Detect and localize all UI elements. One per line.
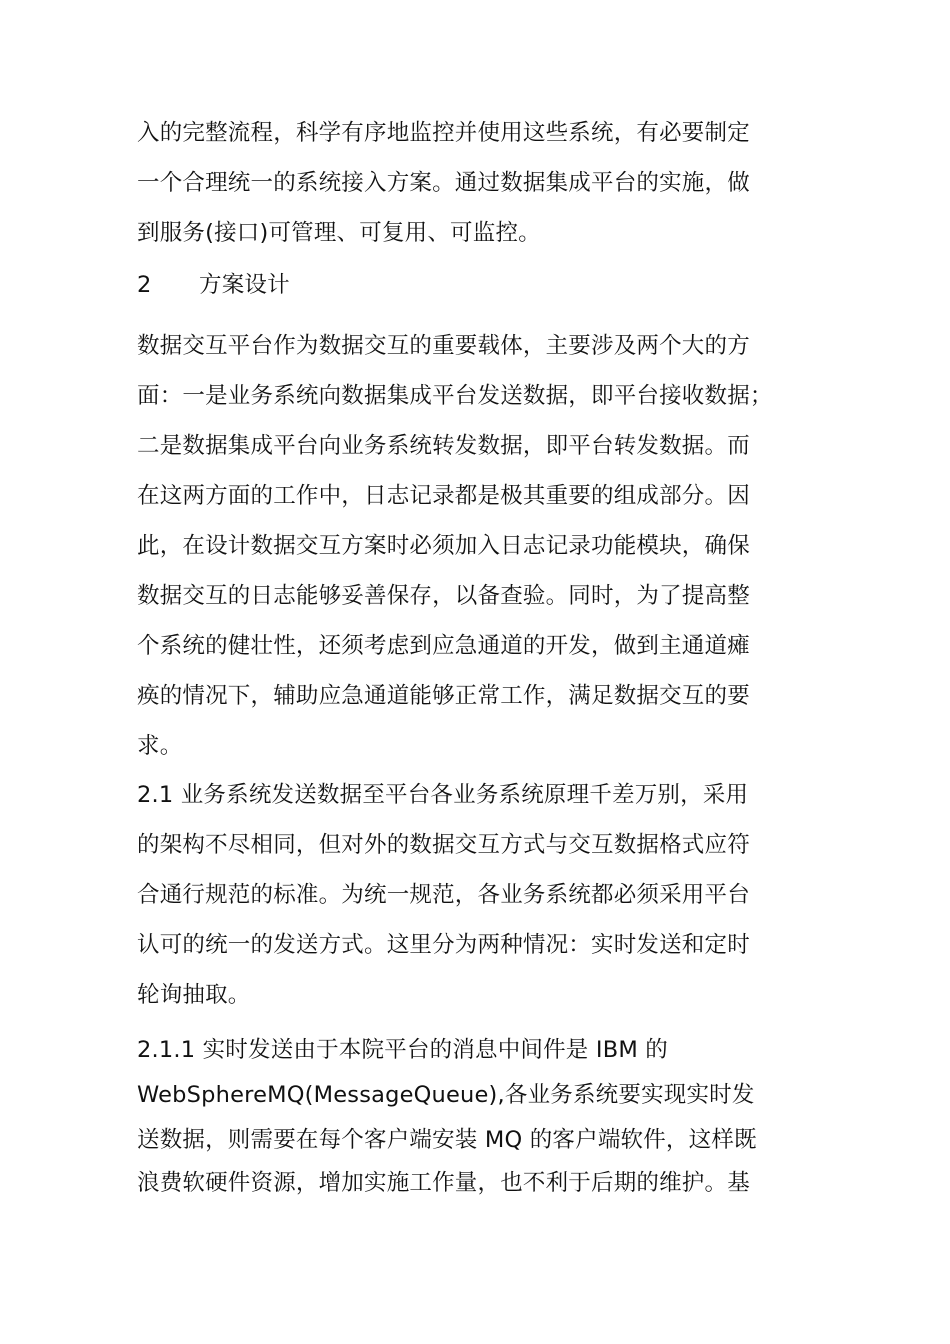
section-2-line-9: 求。 [137, 733, 183, 759]
section-2-line-4: 在这两方面的工作中，日志记录都是极其重要的组成部分。因 [137, 483, 750, 509]
section-2-1-line-3: 合通行规范的标准。为统一规范，各业务系统都必须采用平台 [137, 882, 750, 908]
intro-line-1: 入的完整流程，科学有序地监控并使用这些系统，有必要制定 [137, 120, 750, 146]
section-2-1-line-4: 认可的统一的发送方式。这里分为两种情况：实时发送和定时 [137, 932, 750, 958]
section-2-line-8: 痪的情况下，辅助应急通道能够正常工作，满足数据交互的要 [137, 683, 750, 709]
section-2-line-1: 数据交互平台作为数据交互的重要载体，主要涉及两个大的方 [137, 333, 750, 359]
section-2-1-line-1: 2.1 业务系统发送数据至平台各业务系统原理千差万别，采用 [137, 782, 749, 808]
section-2-1-1-line-4: 浪费软硬件资源，增加实施工作量，也不利于后期的维护。基 [137, 1170, 750, 1196]
intro-line-3: 到服务(接口)可管理、可复用、可监控。 [137, 220, 541, 246]
section-2-line-2: 面：一是业务系统向数据集成平台发送数据，即平台接收数据； [137, 383, 773, 409]
section-2-1-1-line-1: 2.1.1 实时发送由于本院平台的消息中间件是 IBM 的 [137, 1037, 668, 1063]
section-2-line-5: 此，在设计数据交互方案时必须加入日志记录功能模块，确保 [137, 533, 750, 559]
section-2-1-1-line-2: WebSphereMQ(MessageQueue),各业务系统要实现实时发 [137, 1082, 755, 1108]
section-2-line-6: 数据交互的日志能够妥善保存，以备查验。同时，为了提高整 [137, 583, 750, 609]
section-2-1-1-line-3: 送数据，则需要在每个客户端安装 MQ 的客户端软件，这样既 [137, 1127, 757, 1153]
section-2-line-7: 个系统的健壮性，还须考虑到应急通道的开发，做到主通道瘫 [137, 633, 750, 659]
section-2-title: 方案设计 [199, 272, 290, 298]
section-2-number: 2 [137, 272, 152, 298]
section-2-heading [137, 270, 290, 300]
section-2-1-line-5: 轮询抽取。 [137, 982, 251, 1008]
intro-line-2: 一个合理统一的系统接入方案。通过数据集成平台的实施，做 [137, 170, 750, 196]
section-2-1-line-2: 的架构不尽相同，但对外的数据交互方式与交互数据格式应符 [137, 832, 750, 858]
section-2-line-3: 二是数据集成平台向业务系统转发数据，即平台转发数据。而 [137, 433, 750, 459]
